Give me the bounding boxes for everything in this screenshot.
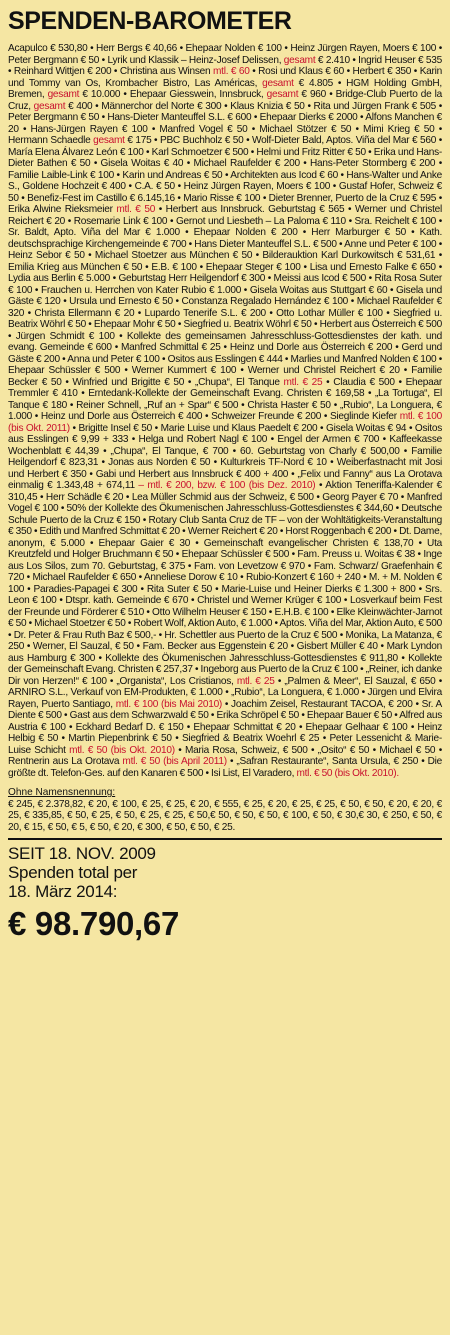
donation-highlight: mtl. € 25 [236,675,275,687]
donation-text: Acapulco € 530,80 • Herr Bergs € 40,66 • Ehepaar Nolden € 100 • Heinz Jürgen Rayen, Moers € 100 • Peter Bergmann € 50 • Lyrik und Klassik – Heinz-Josef Delissen, [8,43,442,66]
total-label-line1: Spenden total per [8,863,138,882]
donation-highlight: gesamt [262,77,294,89]
anonymous-heading: Ohne Namensnennung: [8,787,116,798]
donation-text: € 400 • Männerchor del Norte € 300 • Klaus Knizia € 50 • Rita und Jürgen Frank € 505 • Peter Bergmann € 50 • Hans-Dieter Manteuffel S.L. € 600 • Ehepaar Dierks € 2000 • Alfons Manchen € 20 • Hans-Jürgen Rayen € 100 • Manfred Vogel € 50 • Michael Stötzer € 50 • Mimi Krieg € 50 • Hermann Schaedle [8,100,443,146]
donation-text: • Brigitte Insel € 50 • Marie Luise und Klaus Paedelt € 200 • Gisela Woitas € 94 • Ositos aus Esslingen € 9,99 + 333 • Helga und Robert Nagl € 100 • Engel der Armen € 700 • Kaffeekasse Wochenblatt € 44,39 • „Chupa“, El Tanque, € 700 • 60. Geburtstag von Charly € 500,00 • Familie Heilgendorf € 823,31 • Jonas aus Norden € 50 • Kulturkreis TF-Nord € 10 • Weiberfastnacht mit Josi und Herbert € 350 • Gabi und Herbert aus Innsbruck € 400 + 400 • „Felix und Fanny“ aus La Orotava einmalig € 1.343,48 + 674,11 [8,422,442,491]
donation-text: • Aktion Teneriffa-Kalender € 310,45 • Herr Schädle € 20 • Lea Müller Schmid aus der Schweiz, € 500 • Georg Payer € 70 • Manfred Vogel € 100 • 50% der Kollekte des Ökumenischen Jahresschluss-Gottesdienstes € 344,60 • Deutsche Schule Puerto de la Cruz € 150 • Rotary Club Santa Cruz de TF – von der Wohltätigkeits-Veranstaltung € 350 • Edith und Manfred Schmittat € 20 • Werner Reichert € 20 • Horst Roggenbach € 200 • Dt. Dame, anonym, € 5.000 • Ehepaar Gaier € 30 • Gemeinschaft evangelischer Christen € 138,70 • Uta Kreutzfeld und Holger Bruchmann € 50 • Ehepaar Schüssler € 500 • Fam. Preuss u. Woitas € 38 • Inge aus Los Silos, zum 70. Geburtstag, € 375 • Fam. von Levetzow € 970 • Fam. Schwarz/ Graefenhain € 720 • Michael Raufelder € 650 • Anneliese Dorow € 10 • Rubio-Konzert € 160 + 240 • M. + M. Nolden € 100 • Paradies-Papagei € 300 • Rita Suter € 50 • Marie-Luise und Heiner Dierks € 1.300 + 800 • Srs. Leon € 100 • Dtspr. kath. Gemeinde € 670 • Christel und Werner Krüger € 100 • Losverkauf beim Fest der Freunde und Förderer € 510 • Otto Wilhelm Heuser € 150 • E.H.B. € 100 • Elke Kleinwächter-Jarnot € 50 • Michael Stoetzer € 50 • Robert Wolf, Aktion Auto, € 1.000 • Aptos. Viña del Mar, Aktion Auto, € 500 • Dr. Peter & Frau Ruth Baz € 500,- • Hr. Schettler aus Puerto de la Cruz € 500 • Monika, La Matanza, € 250 • Werner, El Sauzal, € 50 • Fam. Becker aus Eggenstein € 20 • Gisbert Müller € 40 • Mark Lyndon aus Hamburg € 300 • Kollekte des Ökumenischen Jahresschluss-Gottesdienstes € 911,80 • Kollekte der Gemeinschaft Evang. Christen € 257,37 • Ingeborg aus Puerto de la Cruz € 100 • „Reiner, ich danke Dir von Herzen!“ € 100 • „Organista“, Los Cristianos, [8,480,442,687]
donation-highlight: gesamt [33,100,66,112]
donation-text: • Claudia € 500 • Ehepaar Tremmler € 410 • Erntedank-Kollekte der Gemeinschaft Evang. Christen € 169,58 • „La Tortuga“, El Tanque € 180 • Reiner Schnell, „Ruf an + Spar“ € 500 • Christa Haster € 50 • „Rubio“, La Longuera, € 1.000 • Heinz und Dorle aus Österreich € 400 • Schweizer Freunde € 200 • Sieglinde Kiefer [8,376,442,422]
donation-highlight: mtl. € 50 (bis April 2011) [122,756,227,767]
donation-highlight: – mtl. € 200, bzw. € 100 (bis Dez. 2010) [138,480,316,491]
donation-highlight: mtl. € 50 [116,204,156,215]
donation-text: € 10.000 • Ehepaar Giesswein, Innsbruck, [79,89,267,100]
donation-highlight: gesamt [283,54,316,66]
donation-highlight: gesamt [266,89,299,100]
donation-text: • Maria Rosa, Schweiz, € 500 • „Osito“ € 50 • Michael € 50 • Rentnerin aus La Orotava [8,744,442,767]
donation-text: € 960 • Bridge-Club Puerto de la Cruz, [8,89,442,112]
donation-highlight: mtl. € 50 (bis Okt. 2010) [69,744,175,756]
donation-highlight: gesamt [47,89,80,100]
donation-text: € 175 • PBC Buchholz € 50 • Wolf-Dieter Bald, Aptos. Viña del Mar € 560 • María Elena Álvarez León € 100 • Karl Schmoetzer € 500 • Helmi und Fritz Ritter € 50 • Erika und Hans-Dieter Bathen € 50 • Gisela Woitas € 40 • Michael Raufelder € 200 • Hans-Peter Stormberg € 200 • Familie Laible-Link € 100 • Karin und Andreas € 50 • Architekten aus Icod € 60 • Hans-Walter und Anke S., Goldene Hochzeit € 400 • C.A. € 50 • Heinz Jürgen Rayen, Moers € 100 • Gustaf Hofer, Schweiz € 50 • Benefiz-Fest im Castillo € 6.145,16 • Mario Risse € 100 • Dieter Brenner, Puerto de la Cruz € 595 • Erika Alwine Rieksmeier [8,135,442,215]
donation-text: • „Safran Restaurante“, Santa Ursula, € 250 • Die größte dt. Telefon-Ges. auf den Kanaren € 500 • Isi List, El Varadero, [8,756,442,779]
donation-text: • Rosi und Klaus € 60 • Herbert € 350 • Karin und Tommy van Os, Krombacher Bistro, Las Américas, [8,66,443,89]
donation-highlight: mtl. € 100 (bis Mai 2010) [115,698,223,710]
since-date: SEIT 18. NOV. 2009 [8,844,156,863]
total-amount: € 98.790,67 [8,905,180,942]
donation-text: € 4.805 • HGM Holding GmbH, Bremen, [8,77,442,100]
page-title: SPENDEN-BAROMETER [8,7,292,35]
donation-text: • Herbert aus Innsbruck. Geburtstag € 565 • Werner und Christel Reichert € 20 • Rosemarie Link € 100 • Gernot und Liesbeth – La Paloma € 110 • Sra. Reichelt € 100 • Sr. Baldt, Apto. Viña del Mar € 1.000 • Ehepaar Nolden € 200 • Herr Marburger € 50 • Kath. deutschsprachige Kirchengemeinde € 700 • Hans Dieter Manteuffel S.L. € 500 • Anne und Peter € 100 • Heinz Sebor € 50 • Michael Stoetzer aus München € 50 • Bilderauktion Karl Durkowitsch € 531,61 • Emilia Krieg aus München € 50 • E.B. € 100 • Ehepaar Steger € 100 • Lisa und Ernesto Falke € 650 • Lydia aus Berlin € 5.000 • Geburtstag Herr Heilgendorf € 300 • Meissi aus Icod € 500 • Rita Rosa Suter € 100 • Frauchen u. Herrchen von Kater Rubio € 1.000 • Gisela Woitas aus Stuttgart € 60 • Gisela und Gäste € 120 • Ursula und Ernesto € 50 • Constanza Regalado Hernández € 100 • Michael Raufelder € 320 • Christa Ellermann € 20 • Lupardo Tenerife S.L. € 200 • Otto Lothar Müller € 100 • Siegfried u. Beatrix Wöhrl € 50 • Ehepaar Mohr € 50 • Siegfried u. Beatrix Wöhrl € 50 • Herbert aus Österreich € 500 • Jürgen Schmidt € 100 • Kollekte des gemeinsamen Jahresschluss-Gottesdienstes der kath. und evang. Gemeinde € 600 • Manfred Schmittal € 25 • Heinz und Dorle aus Österreich € 200 • Gerd und Gäste € 200 • Anna und Peter € 100 • Ositos aus Esslingen € 444 • Marlies und Manfred Nolden € 100 • Ehepaar Schüssler € 500 • Werner Kummert € 100 • Werner und Christel Reichert € 20 • Familie Becker € 50 • Winfried und Brigitte € 50 • „Chupa“, El Tanque [8,204,442,388]
divider [8,838,442,840]
donation-highlight: mtl. € 100 (bis Okt. 2011) [8,411,442,434]
donation-text: • „Palmen & Meer“, El Sauzal, € 650 • ARNIRO S.L., Verkauf von EM-Produkten, € 1.000 • „Rubio“, La Longuera, € 1.000 • Jürgen und Elvira Rayen, Puerto Santiago, [8,675,442,710]
donation-list [8,43,442,779]
donation-text: • Joachim Zeisel, Restaurant TACOA, € 200 • Sr. A Diente € 500 • Gast aus dem Schwarzwald € 50 • Erika Schröpel € 50 • Ehepaar Bauer € 50 • Alfred aus Austria € 100 • Eckhard Bedarf D. € 150 • Ehepaar Schmittat € 20 • Ehepaar Gelhaar € 100 • Heinz Helbig € 50 • Martin Piepenbrink € 50 • Siegfried & Beatrix Woehrl € 25 • Peter Lessenicht & Marie-Luise Schicht [8,698,442,756]
donation-highlight: mtl. € 25 [283,376,323,388]
donation-highlight: mtl. € 60 [212,66,250,77]
anonymous-amounts: € 245, € 2.378,82, € 20, € 100, € 25, € 25, € 20, € 555, € 25, € 20, € 25, € 25, € 50, € 50, € 20, € 20, € 25, € 335,85, € 50, € 25, € 50, € 25, € 25, € 50,€ 50, € 50, € 50, € 100, € 50, € 30,€ 30, € 250, € 50, € 20, € 15, € 50, € 5, € 50, € 20, € 300, € 50, € 50, € 25. [8,798,442,833]
donation-text: € 2.410 • Ingrid Heuser € 535 • Reinhard Wittjen € 200 • Christina aus Winsen [8,54,442,77]
donation-highlight: gesamt [93,135,125,146]
total-label-line2: 18. März 2014: [8,882,118,901]
donation-highlight: mtl. € 50 (bis Okt. 2010). [296,767,399,779]
